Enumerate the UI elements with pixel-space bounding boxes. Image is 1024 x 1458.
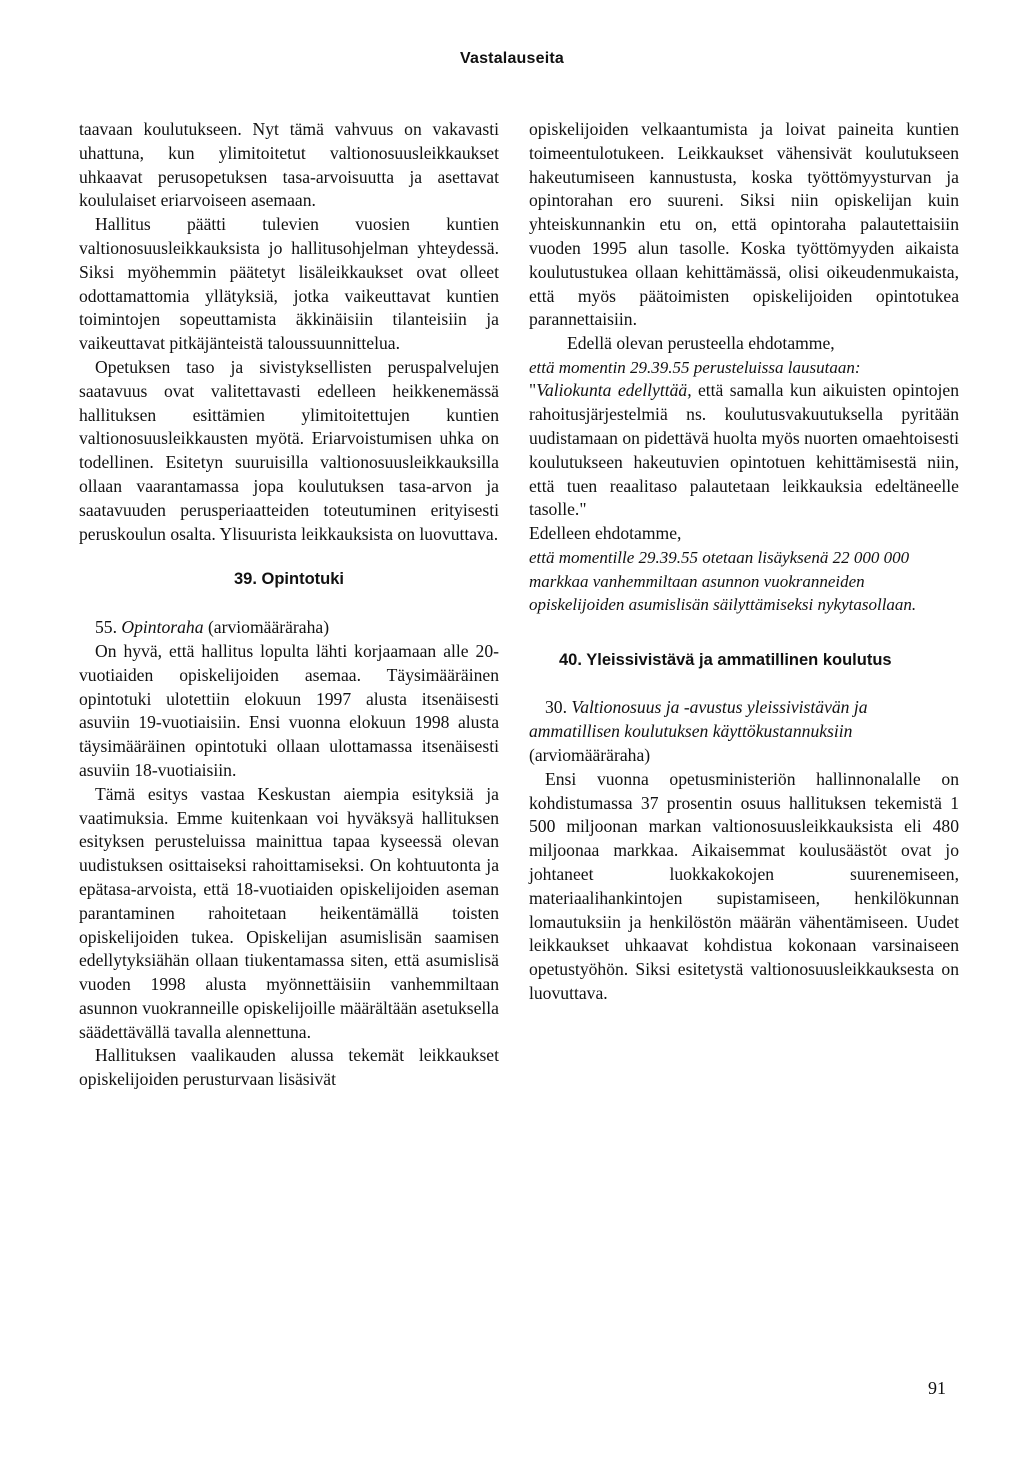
quote-2-italic-lead: Valiokunta edellyttää,: [536, 380, 692, 401]
item-55-number: 55.: [95, 617, 117, 638]
right-paragraph-4: Ensi vuonna opetusministeriön hallinnonalalle on kohdistumassa 37 prosentin osuus hallituksen tekemistä 1 500 miljoonan markan valtionosuusleikkauksista eli 480 miljoonaa markkaa. Aikaisemmat koulusäästöt ovat jo johtaneet luokkakokojen suurenemiseen, materiaalihankintojen supistamiseen, henkilökunnan lomautuksiin ja henkilöstön määrän vähentämiseen. Uudet leikkaukset uhkaavat kohdistua kokonaan varsinaiseen opetustyöhön. Siksi esitetystä valtionosuusleikkauksesta on luovuttava.: [529, 768, 959, 1003]
right-paragraph-2: Edellä olevan perusteella ehdotamme,: [567, 333, 835, 354]
item-30-title: Valtionosuus ja -avustus yleissivistävän ja ammatillisen koulutuksen käyttökustannuksiin: [529, 697, 868, 742]
section-heading-39: 39. Opintotuki: [233, 570, 344, 589]
item-30-suffix: (arviomääräraha): [529, 744, 651, 765]
right-paragraph-1: opiskelijoiden velkaantumista ja loivat paineita kuntien toimeentulotukeen. Leikkaukset vähensivät koulutukseen hakeutumiseen kannustusta, koska työttömyysturvan ja opintorahan ero suureni. Siksi niin opiskelijan kuin yhteiskunnankin etu on, että opintoraha palautettaisiin vuoden 1995 alun tasolle. Koska työttömyyden aikaista koulutustukea ollaan kehittämässä, olisi oikeudenmukaista, että myös päätoimisten opiskelijoiden opintotukea parannettaisiin.: [529, 119, 959, 330]
left-paragraph-1: taavaan koulutukseen. Nyt tämä vahvuus on vakavasti uhattuna, kun ylimitoitetut valtionosuusleikkaukset uhkaavat perusopetuksen tasa-arvoisuutta ja asettavat koululaiset eriarvoiseen asemaan.: [79, 119, 499, 211]
right-column: [529, 118, 959, 1006]
section-heading-40: 40. Yleissivistävä ja ammatillinen koulutus: [559, 650, 892, 669]
quote-2-text: että samalla kun aikuisten opintojen rahoitusjärjestelmiä ns. koulutusvakuutuksella pyritään uudistamaan on pidettävä huolta myös nuorten omaehtoisesti koulutukseen hakeutuvien opintotuen kehittämisestä niin, että tuen reaalitaso palautetaan leikkauksia edeltäneelle tasolle.": [529, 380, 959, 520]
left-paragraph-5: Tämä esitys vastaa Keskustan aiempia esityksiä ja vaatimuksia. Emme kuitenkaan voi hyväksyä hallituksen esityksen perusteluissa mainittua tapaa kyseessä olevan uudistuksen osittaiseksi rahoittamiseksi. On kohtuutonta ja epätasa-arvoista, että 18-vuotiaiden opiskelijoiden aseman parantaminen rahoitetaan heikentämällä toisten opiskelijoiden tukea. Opiskelijan asumislisän saamisen edellytyksiähän ollaan tiukentamassa siten, että asumislisä vuoden 1998 alusta myönnettäisiin vanhemmiltaan asunnon vuokranneille opiskelijoille määrältään asetuksella säädettävällä tavalla alennettuna.: [79, 783, 499, 1042]
proposal-quote-3: että momentille 29.39.55 otetaan lisäyksenä 22 000 000 markkaa vanhemmiltaan asunnon vuokranneiden opiskelijoiden asumislisän säilyttämiseksi nykytasollaan.: [529, 548, 917, 615]
running-head: Vastalauseita: [460, 50, 564, 67]
proposal-quote-2: [529, 379, 959, 522]
quote-2-open-mark: ": [529, 380, 537, 401]
left-column: [79, 118, 499, 1092]
item-55-suffix: (arviomääräraha): [207, 617, 330, 638]
page-number: 91: [928, 1378, 946, 1398]
item-55-title: Opintoraha: [121, 617, 204, 638]
left-paragraph-3: Opetuksen taso ja sivistyksellisten peruspalvelujen saatavuus ovat valitettavasti edelleen heikkenemässä hallituksen esittämien ylimitoitettujen kuntien valtionosuusleikkausten myötä. Eriarvoistumisen uhka on todellinen. Esitetyn suuruisilla valtionosuusleikkauksilla ollaan vaarantamassa jopa koulutuksen tasa-arvon ja saatavuuden perusperiaatteiden toteutuminen erityisesti peruskoulun osalta. Ylisuurista leikkauksista on luovuttava.: [79, 356, 499, 544]
right-paragraph-3: Edelleen ehdotamme,: [529, 523, 682, 544]
item-30-line: [529, 696, 959, 767]
item-55-line: [79, 616, 499, 640]
proposal-quote-1: että momentin 29.39.55 perusteluissa lausutaan:: [529, 357, 861, 377]
left-paragraph-4: On hyvä, että hallitus lopulta lähti korjaamaan alle 20-vuotiaiden opiskelijoiden asemaa. Täysimääräinen opintotuki ulotettiin elokuun 1997 alusta itsenäisesti asuviin 19-vuotiaisiin. Ensi vuonna elokuun 1998 alusta täysimääräinen opintotuki ollaan ulottamassa itsenäisesti asuviin 18-vuotiaisiin.: [79, 640, 499, 780]
item-30-number: 30.: [545, 697, 567, 718]
left-paragraph-6: Hallituksen vaalikauden alussa tekemät leikkaukset opiskelijoiden perusturvaan lisäsivät: [79, 1045, 499, 1090]
left-paragraph-2: Hallitus päätti tulevien vuosien kuntien valtionosuusleikkauksista jo hallitusohjelman yhteydessä. Siksi myöhemmin päätetyt lisäleikkaukset ovat olleet odottamattomia yllätyksiä, jotka vaikeuttavat kuntien toimintojen sopeuttamista äkkinäisiin tilanteisiin ja vaikeuttavat pitkäjänteistä taloussuunnittelua.: [79, 214, 499, 354]
